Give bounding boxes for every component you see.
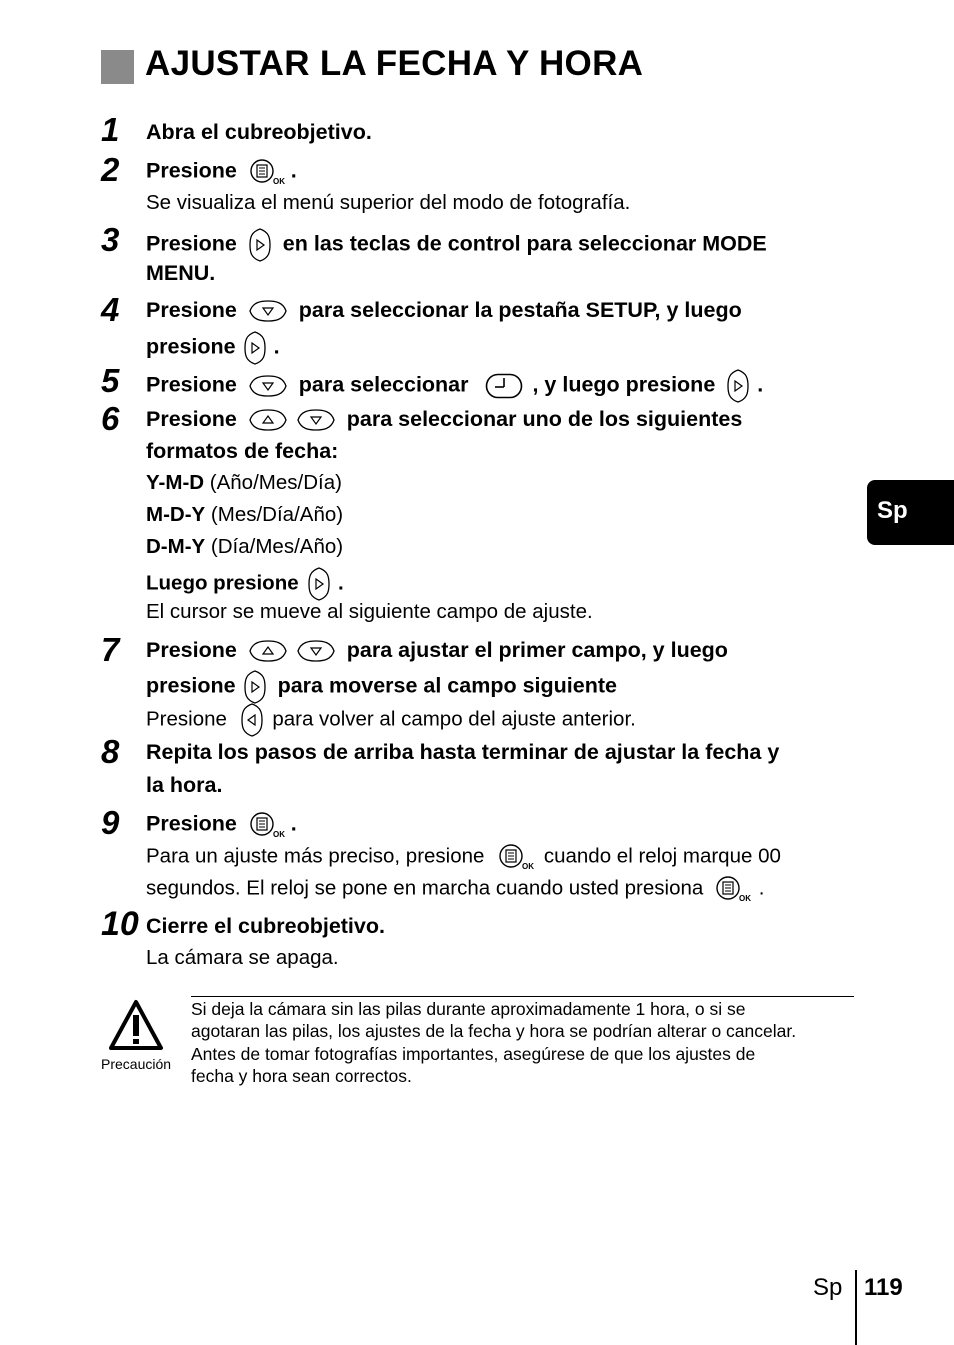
arrow-down-icon	[297, 409, 335, 431]
step-text: .	[338, 571, 344, 595]
language-tab-label: Sp	[877, 497, 908, 524]
date-format-option	[146, 503, 343, 528]
caution-rule	[191, 996, 854, 997]
step-number: 4	[101, 291, 120, 328]
step-note-text: cuando el reloj marque 00	[543, 844, 781, 868]
arrow-down-icon	[249, 300, 287, 322]
menu-ok-icon	[498, 843, 534, 871]
step-note	[146, 843, 781, 871]
arrow-left-icon	[241, 703, 263, 737]
format-desc: (Día/Mes/Año)	[210, 535, 344, 558]
format-desc: (Año/Mes/Día)	[209, 471, 342, 494]
step-note	[146, 875, 764, 903]
step-text: Presione	[146, 298, 237, 322]
step-text: la hora.	[146, 773, 223, 797]
arrow-right-icon	[308, 567, 330, 601]
format-code: D-M-Y	[146, 535, 206, 558]
step-line	[146, 298, 742, 324]
format-desc: (Mes/Día/Año)	[210, 503, 344, 526]
caution-line: Si deja la cámara sin las pilas durante aproximadamente 1 hora, o si se	[191, 999, 746, 1019]
step-number: 6	[101, 400, 120, 437]
step-note-text: .	[758, 876, 765, 900]
arrow-right-icon	[249, 228, 271, 262]
step-note	[146, 703, 636, 737]
step-text: Presione	[146, 158, 237, 183]
step-note-text: Para un ajuste más preciso, presione	[146, 844, 485, 868]
step-text: para seleccionar uno de los siguientes	[346, 407, 743, 431]
step-text: en las teclas de control para seleccionar MODE	[282, 231, 767, 256]
step-note: La cámara se apaga.	[146, 946, 339, 969]
menu-ok-icon	[715, 875, 751, 903]
step-note-text: Presione	[146, 707, 227, 731]
caution-line: fecha y hora sean correctos.	[191, 1065, 412, 1086]
step-line	[146, 567, 344, 601]
step-text: Presione	[146, 811, 237, 836]
step-text: Cierre el cubreobjetivo.	[146, 914, 385, 938]
arrow-right-icon	[244, 670, 266, 704]
step-text: presione	[146, 673, 236, 698]
step-text: .	[273, 334, 280, 359]
arrow-right-icon	[244, 331, 266, 365]
step-text: presione	[146, 334, 236, 359]
page-number: 119	[864, 1274, 903, 1301]
menu-ok-icon	[249, 811, 285, 839]
step-text: Repita los pasos de arriba hasta terminar de ajustar la fecha y	[146, 740, 780, 764]
step-text: .	[290, 158, 297, 183]
step-text: Abra el cubreobjetivo.	[146, 120, 372, 144]
clock-icon	[485, 373, 523, 399]
step-text: Presione	[146, 638, 237, 662]
footer-divider	[855, 1270, 857, 1345]
step-text: Presione	[146, 231, 237, 256]
step-text: Presione	[146, 372, 237, 397]
caution-label: Precaución	[101, 1056, 172, 1072]
step-number: 2	[101, 151, 120, 188]
step-number: 8	[101, 733, 120, 770]
step-text: , y luego presione	[532, 372, 716, 397]
step-line	[146, 811, 297, 839]
step-text: MENU.	[146, 261, 216, 285]
arrow-right-icon	[727, 369, 749, 403]
step-text: para moverse al campo siguiente	[277, 673, 617, 698]
svg-text:OK: OK	[272, 830, 285, 839]
step-text: para seleccionar	[298, 372, 469, 397]
caution-text	[191, 998, 861, 1087]
date-format-option	[146, 471, 342, 496]
step-number: 1	[101, 111, 120, 148]
menu-ok-icon	[249, 158, 285, 186]
step-line	[146, 670, 617, 704]
svg-text:OK: OK	[522, 862, 535, 871]
step-line	[146, 638, 728, 664]
title-marker	[101, 50, 134, 84]
step-number: 9	[101, 804, 120, 841]
step-line	[146, 331, 280, 365]
step-number: 10	[101, 905, 139, 943]
arrow-up-icon	[249, 640, 287, 662]
step-text: formatos de fecha:	[146, 439, 339, 463]
step-text: para seleccionar la pestaña SETUP, y luego	[298, 298, 742, 322]
caution-line: agotaran las pilas, los ajustes de la fecha y hora se podrían alterar o cancelar.	[191, 1021, 797, 1042]
step-note-text: segundos. El reloj se pone en marcha cuando usted presiona	[146, 876, 704, 900]
step-text: para ajustar el primer campo, y luego	[346, 638, 728, 662]
caution-line: Antes de tomar fotografías importantes, asegúrese de que los ajustes de	[191, 1043, 756, 1064]
svg-text:OK: OK	[272, 177, 285, 186]
arrow-down-icon	[297, 640, 335, 662]
svg-text:OK: OK	[739, 894, 751, 903]
step-note: Se visualiza el menú superior del modo de fotografía.	[146, 191, 631, 214]
step-note-text: para volver al campo del ajuste anterior.	[272, 707, 636, 731]
step-line	[146, 407, 742, 433]
footer-language: Sp	[813, 1274, 843, 1301]
language-tab	[867, 480, 954, 545]
step-number: 3	[101, 221, 120, 258]
step-text: Luego presione	[146, 571, 299, 595]
step-text: .	[290, 811, 297, 836]
step-number: 7	[101, 631, 120, 668]
step-number: 5	[101, 362, 120, 399]
step-line	[146, 369, 763, 403]
step-line	[146, 158, 297, 186]
format-code: Y-M-D	[146, 471, 205, 494]
arrow-up-icon	[249, 409, 287, 431]
warning-icon	[108, 998, 164, 1059]
step-text: .	[757, 372, 764, 397]
format-code: M-D-Y	[146, 503, 206, 526]
step-text: Presione	[146, 407, 237, 431]
date-format-option	[146, 535, 343, 560]
step-note: El cursor se mueve al siguiente campo de ajuste.	[146, 600, 593, 623]
step-line	[146, 228, 767, 262]
page-title: AJUSTAR LA FECHA Y HORA	[145, 44, 644, 83]
arrow-down-icon	[249, 375, 287, 397]
